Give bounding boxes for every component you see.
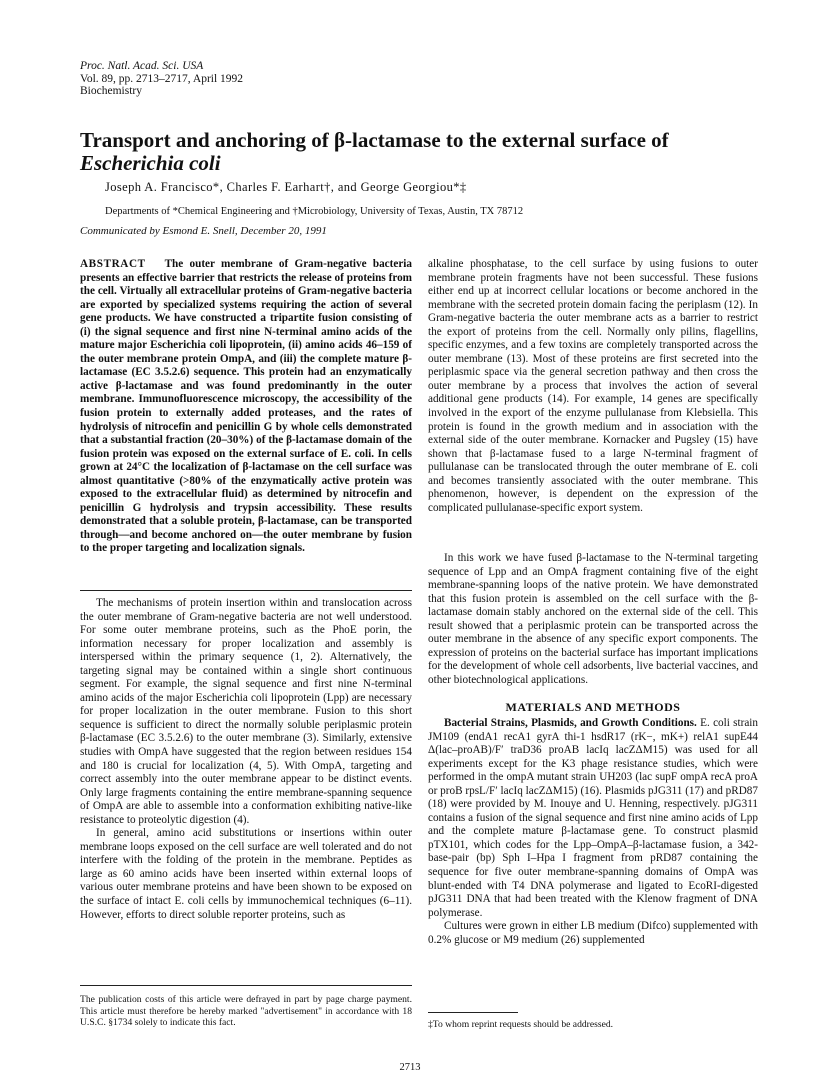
- article-title: [80, 129, 760, 175]
- footnote-reprint: ‡To whom reprint requests should be addressed.: [428, 1019, 614, 1030]
- communicated-by: Communicated by Esmond E. Snell, December 20, 1991: [80, 225, 327, 237]
- journal-name: Proc. Natl. Acad. Sci. USA: [80, 60, 204, 72]
- methods-subheading: Bacterial Strains, Plasmids, and Growth Conditions.: [444, 717, 697, 729]
- footnote-divider-right: [428, 1012, 518, 1013]
- body-paragraph: In this work we have fused β-lactamase to the N-terminal targeting sequence of Lpp and an OmpA fragment containing five of the eight membrane-spanning loops of the native protein. We have demonstrated that this fusion protein is assembled on the cell surface with the β-lactamase domain stably anchored on the external side of the cell. This result showed that a periplasmic protein can be transported across the outer membrane in the absence of any specific export components. The expression of proteins on the bacterial surface has important implications for the development of whole cell adsorbents, live bacterial vaccines, and other biotechnological applications.: [428, 552, 758, 686]
- methods-paragraph: E. coli strain JM109 (endA1 recA1 gyrA thi-1 hsdR17 (rK−, mK+) relA1 supE44 Δ(lac–proAB)/F′ traD36 proAB lacIq lacZΔM15) was used for all experiments except for the K3 phage resistance studies, which were performed in the ompA mutant strain UH203 (lac supF ompA recA proA or proB rpsL/F′ lacIq lacZΔM15) (16). Plasmids pJG311 (17) and pRD87 (18) were provided by M. Inouye and U. Henning, respectively. pJG311 contains a fusion of the signal sequence and first nine amino acids of Lpp and the complete mature β-lactamase gene. To construct plasmid pTX101, which codes for the Lpp–OmpA–β-lactamase fusion, a 342-base-pair (bp) Sph I–Hpa I fragment from pRD87 containing the sequence for five outer membrane-spanning domains of OmpA was blunt-ended with T4 DNA polymerase and ligated to EcoRI-digested pJG311 DNA that had been treated with the Klenow fragment of DNA polymerase.: [428, 717, 759, 919]
- footnote-divider: [80, 985, 412, 986]
- journal-header: [80, 60, 243, 98]
- authors: Joseph A. Francisco*, Charles F. Earhart†, and George Georgiou*‡: [105, 180, 467, 194]
- column-2-text: [428, 258, 758, 515]
- abstract-text: The outer membrane of Gram-negative bacteria presents an effective barrier that restricts the release of proteins from the cell. Virtually all extracellular proteins of Gram-negative bacteria are exported by specialized systems requiring the action of several gene products. We have constructed a tripartite fusion consisting of (i) the signal sequence and first nine N-terminal amino acids of the mature major Escherichia coli lipoprotein, (ii) amino acids 46–159 of the outer membrane protein OmpA, and (iii) the complete mature β-lactamase (EC 3.5.2.6) sequence. This protein had an enzymatically active β-lactamase and was found predominantly in the outer membrane. Immunofluorescence microscopy, the accessibility of the fusion protein to externally added proteases, and the rates of hydrolysis of nitrocefin and penicillin G by whole cells demonstrated that a substantial fraction (20–30%) of the β-lactamase domain of the fusion protein was exposed on the external surface of E. coli. In cells grown at 24°C the localization of β-lactamase on the cell surface was almost quantitative (>80% of the enzymatically active protein was exposed to the extracellular fluid) as determined by nitrocefin and penicillin G hydrolysis and trypsin accessibility. These results demonstrated that a soluble protein, β-lactamase, can be transported through—and become anchored on—the outer membrane by fusion to the proper targeting and localization signals.: [80, 258, 413, 555]
- page-number: 2713: [399, 1062, 421, 1073]
- methods-text: [428, 717, 758, 947]
- abstract: [80, 258, 412, 556]
- intro-paragraph: In general, amino acid substitutions or insertions within outer membrane loops exposed on the cell surface are well tolerated and do not interfere with the folding of the protein in the membrane. Peptides as large as 60 amino acids have been inserted within external loops of various outer membrane proteins and have been shown to be exposed on the surface of intact E. coli cells by immunochemical techniques (6–11). However, efforts to direct soluble reporter proteins, such as: [80, 827, 412, 921]
- journal-volume: Vol. 89, pp. 2713–2717, April 1992: [80, 72, 244, 85]
- title-line-2: Escherichia coli: [80, 151, 221, 175]
- abstract-label: ABSTRACT: [80, 258, 146, 270]
- footnote-publication-costs: The publication costs of this article were defrayed in part by page charge payment. This article must therefore be hereby marked "advertisement" in accordance with 18 U.S.C. §1734 solely to indicate this fact.: [80, 994, 412, 1028]
- introduction: [80, 597, 412, 922]
- body-paragraph: alkaline phosphatase, to the cell surface by using fusions to outer membrane protein fragments have not been successful. These fusions either end up at incorrect cellular locations or become anchored in the membrane with the secreted protein domain facing the periplasm (12). In Gram-negative bacteria the outer membrane acts as a barrier to restrict the export of proteins from the cell. Normally only pilins, flagellins, specific enzymes, and a few toxins are completely transported across the outer membrane (13). Most of these proteins are first secreted into the periplasmic space via the general secretion pathway and then cross the outer membrane by a process that involves the action of several additional gene products (14). For example, 14 genes are specifically involved in the export of the enzyme pullulanase from Klebsiella. This protein is found in the growth medium and in association with the external side of the outer membrane. Kornacker and Pugsley (15) have shown that β-lactamase fused to a large N-terminal fragment of pullulanase can be translocated through the outer membrane of E. coli and becomes transiently associated with the outer membrane. This phenomenon, however, is dependent on the expression of the complicated pullulanase-specific export system.: [428, 258, 758, 514]
- journal-section: Biochemistry: [80, 85, 142, 97]
- section-heading: MATERIALS AND METHODS: [505, 700, 681, 714]
- intro-paragraph: The mechanisms of protein insertion within and translocation across the outer membrane of Gram-negative bacteria are not well understood. For some outer membrane proteins, such as the PhoE porin, the information necessary for proper localization and assembly is interspersed within the primary sequence (1, 2). Alternatively, the targeting signal may be contained within a single short continuous segment. For example, the signal sequence and first nine N-terminal amino acids of the major Escherichia coli lipoprotein (Lpp) are necessary for proper localization in the outer membrane. Fusion to this short sequence is sufficient to direct the normally soluble periplasmic protein β-lactamase (EC 3.5.2.6) to the outer membrane (3). Similarly, extensive studies with OmpA have suggested that the region between residues 154 and 180 is crucial for localization (4, 5). With OmpA, targeting and correct assembly into the outer membrane appear to be distinct events. Only large fragments containing the entire membrane-spanning sequence of OmpA are able to assemble into a conformation exhibiting native-like resistance to proteolytic digestion (4).: [80, 597, 412, 826]
- abstract-divider: [80, 590, 412, 591]
- affiliation: Departments of *Chemical Engineering and †Microbiology, University of Texas, Austin, TX 78712: [105, 206, 524, 217]
- column-2-text-continued: [428, 552, 758, 687]
- title-line-1: Transport and anchoring of β-lactamase to the external surface of: [80, 128, 669, 152]
- methods-paragraph: Cultures were grown in either LB medium (Difco) supplemented with 0.2% glucose or M9 medium (26) supplemented: [428, 920, 758, 946]
